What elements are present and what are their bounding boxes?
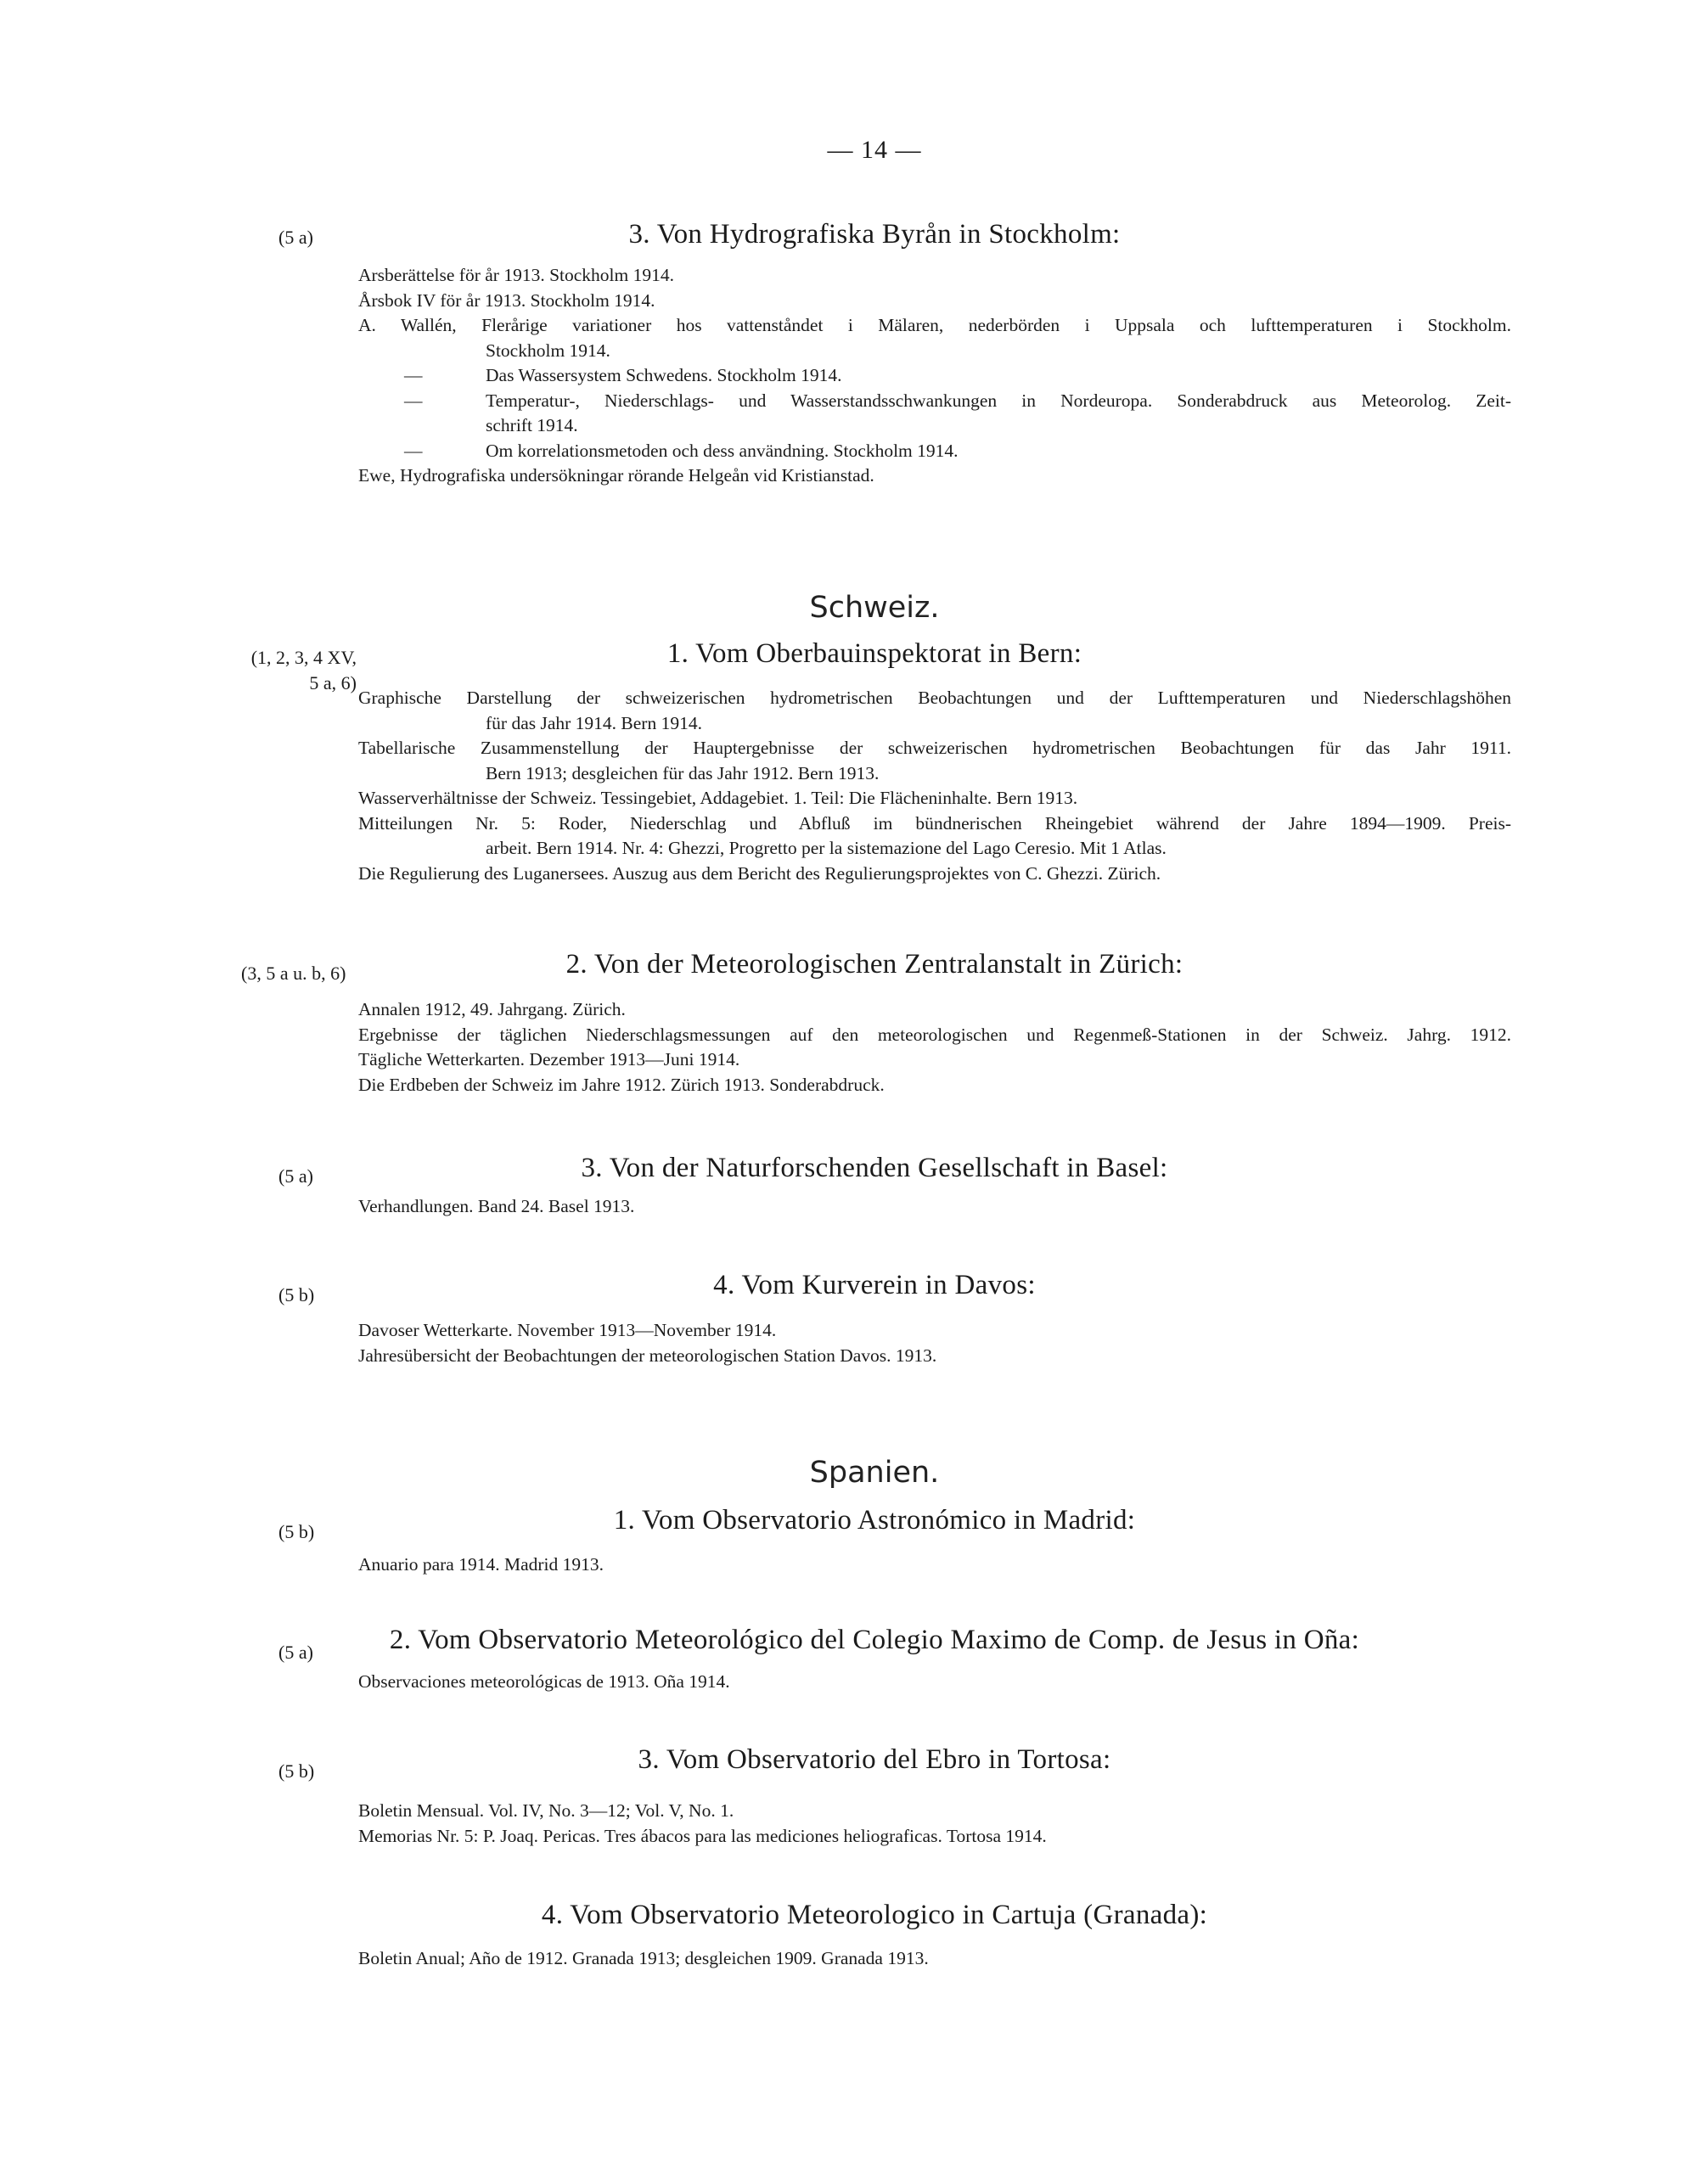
entry-line: Boletin Anual; Año de 1912. Granada 1913; desgleichen 1909. Granada 1913. <box>358 1948 929 1968</box>
entry-line: Tägliche Wetterkarten. Dezember 1913—Juni 1914. <box>358 1049 740 1070</box>
entry-line-text: Das Wassersystem Schwedens. Stockholm 1914. <box>486 365 842 385</box>
entry-heading: 2. Vom Observatorio Meteorológico del Colegio Maximo de Comp. de Jesus in Oña: <box>389 1625 1360 1655</box>
entry-line: Graphische Darstellung der schweizerischen hydrometrischen Beobachtungen und der Lufttemperaturen und Niederschlagshöhen <box>358 688 1511 708</box>
entry-line: Stockholm 1914. <box>486 340 610 361</box>
entry-line: A. Wallén, Flerårige variationer hos vattenståndet i Mälaren, nederbörden i Uppsala och lufttemperaturen i Stockholm. <box>358 315 1511 335</box>
entry-line: Wasserverhältnisse der Schweiz. Tessingebiet, Addagebiet. 1. Teil: Die Flächeninhalte. Bern 1913. <box>358 788 1078 808</box>
entry-lines <box>358 1799 1511 1849</box>
entry-heading: 1. Vom Oberbauinspektorat in Bern: <box>666 638 1082 669</box>
entry-code: (5 b) <box>278 1521 315 1542</box>
entry-line: Tabellarische Zusammenstellung der Hauptergebnisse der schweizerischen hydrometrischen Beobachtungen für das Jahr 1911. <box>358 738 1511 758</box>
entry-line: Bern 1913; desgleichen für das Jahr 1912. Bern 1913. <box>486 762 880 783</box>
entry-line: Jahresübersicht der Beobachtungen der meteorologischen Station Davos. 1913. <box>358 1345 937 1366</box>
entry-line: Annalen 1912, 49. Jahrgang. Zürich. <box>358 999 626 1019</box>
entry-code: (5 a) <box>278 1642 313 1663</box>
entry-lines <box>358 1946 1511 1972</box>
entry-lines <box>358 686 1511 886</box>
entry-code: (5 b) <box>278 1284 315 1305</box>
entry-line: Memorias Nr. 5: P. Joaq. Pericas. Tres ábacos para las mediciones heliograficas. Tortosa 1914. <box>358 1825 1047 1846</box>
entry-code: (1, 2, 3, 4 XV, 5 a, 6) <box>250 647 357 693</box>
entry-line: schrift 1914. <box>486 415 578 435</box>
entry-lines <box>358 1318 1511 1368</box>
entry-lines <box>358 1194 1511 1220</box>
entry-line <box>358 363 1511 389</box>
entry-heading: 2. Von der Meteorologischen Zentralanstalt in Zürich: <box>565 949 1184 980</box>
page-number: — 14 — <box>827 136 922 164</box>
dash-mark: — <box>404 390 423 411</box>
entry-heading: 3. Vom Observatorio del Ebro in Tortosa: <box>638 1744 1111 1775</box>
entry-code: (5 b) <box>278 1760 315 1782</box>
entry-line: Arsberättelse för år 1913. Stockholm 1914. <box>358 265 674 285</box>
entry-line: Die Erdbeben der Schweiz im Jahre 1912. Zürich 1913. Sonderabdruck. <box>358 1074 885 1095</box>
entry-line-text: Temperatur-, Niederschlags- und Wasserstandsschwankungen in Nordeuropa. Sonderabdruck aus Meteorolog. Zeit- <box>486 390 1511 411</box>
country-heading: Spanien. <box>809 1456 940 1490</box>
entry-heading: 3. Von der Naturforschenden Gesellschaft in Basel: <box>581 1153 1168 1183</box>
entry-lines <box>358 1670 1511 1695</box>
entry-lines <box>358 263 1511 489</box>
dash-mark: — <box>404 440 423 461</box>
entry-line: Anuario para 1914. Madrid 1913. <box>358 1554 604 1575</box>
dash-mark: — <box>404 365 423 385</box>
entry-lines <box>358 1552 1511 1578</box>
country-heading: Schweiz. <box>809 591 940 625</box>
entry-line: Die Regulierung des Luganersees. Auszug aus dem Bericht des Regulierungsprojektes von C. Ghezzi. Zürich. <box>358 862 1161 884</box>
entry-heading: 3. Von Hydrografiska Byrån in Stockholm: <box>628 219 1121 250</box>
entry-heading: 4. Vom Observatorio Meteorologico in Cartuja (Granada): <box>541 1900 1208 1930</box>
entry-line: Verhandlungen. Band 24. Basel 1913. <box>358 1196 635 1216</box>
entry-line: Observaciones meteorológicas de 1913. Oña 1914. <box>358 1671 730 1692</box>
entry-line: Årsbok IV för år 1913. Stockholm 1914. <box>358 289 655 311</box>
entry-code: (5 a) <box>278 1165 313 1187</box>
entry-line: Boletin Mensual. Vol. IV, No. 3—12; Vol. V, No. 1. <box>358 1800 734 1821</box>
entry-heading: 4. Vom Kurverein in Davos: <box>713 1270 1036 1300</box>
entry-line: Ewe, Hydrografiska undersökningar rörande Helgeån vid Kristianstad. <box>358 465 874 486</box>
entry-line <box>358 439 1511 464</box>
entry-line: für das Jahr 1914. Bern 1914. <box>486 712 702 733</box>
entry-line: Davoser Wetterkarte. November 1913—November 1914. <box>358 1320 777 1340</box>
entry-line: arbeit. Bern 1914. Nr. 4: Ghezzi, Progretto per la sistemazione del Lago Ceresio. Mit 1 Atlas. <box>486 838 1167 858</box>
entry-line <box>358 389 1511 414</box>
entry-code: (3, 5 a u. b, 6) <box>241 963 346 984</box>
entry-line: Ergebnisse der täglichen Niederschlagsmessungen auf den meteorologischen und Regenmeß-Stationen in der Schweiz. Jahrg. 1912. <box>358 1024 1511 1045</box>
entry-heading: 1. Vom Observatorio Astronómico in Madrid: <box>613 1505 1136 1536</box>
entry-line-text: Om korrelationsmetoden och dess användning. Stockholm 1914. <box>486 440 959 461</box>
entry-code: (5 a) <box>278 227 313 248</box>
entry-lines <box>358 997 1511 1098</box>
entry-line: Mitteilungen Nr. 5: Roder, Niederschlag und Abfluß im bündnerischen Rheingebiet während der Jahre 1894—1909. Preis- <box>358 812 1511 834</box>
